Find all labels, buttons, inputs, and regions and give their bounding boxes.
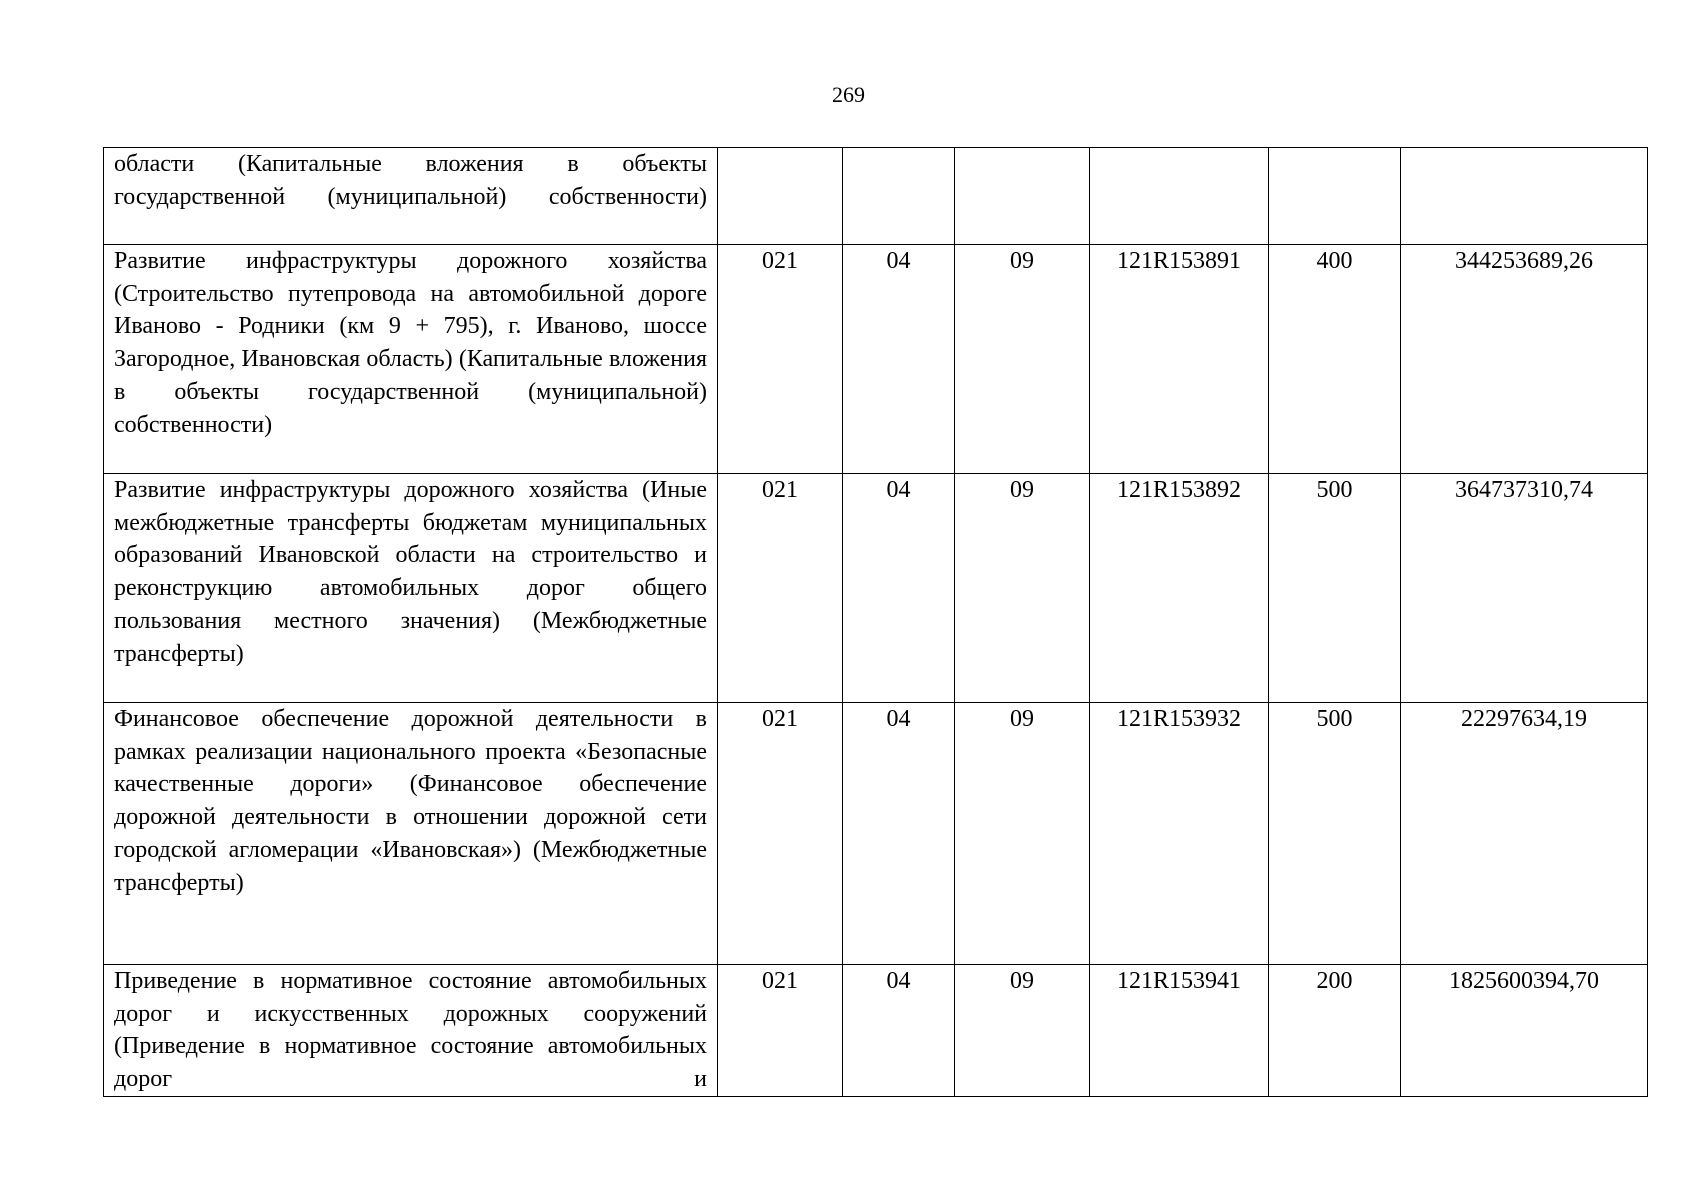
row-amount: 344253689,26 [1401, 245, 1648, 474]
page-number: 269 [832, 82, 865, 107]
row-subsection-code: 09 [955, 474, 1090, 703]
table-row [104, 474, 1648, 703]
table-row [104, 148, 1648, 245]
row-section-code: 04 [843, 245, 955, 474]
row-subsection-code: 09 [955, 245, 1090, 474]
row-amount [1401, 148, 1648, 245]
row-description: Финансовое обеспечение дорожной деятельности в рамках реализации национального проекта «Безопасные качественные дороги» (Финансовое обеспечение дорожной деятельности в отношении дорожной сети городской агломерации «Ивановская») (Межбюджетные трансферты) [104, 703, 718, 965]
row-subsection-code: 09 [955, 965, 1090, 1097]
row-description: Развитие инфраструктуры дорожного хозяйства (Строительство путепровода на автомобильной дороге Иваново - Родники (км 9 + 795), г. Иваново, шоссе Загородное, Ивановская область) (Капитальные вложения в объекты государственной (муниципальной) собственности) [104, 245, 718, 474]
table-row [104, 245, 1648, 474]
row-target-article: 121R153941 [1090, 965, 1269, 1097]
row-expense-type: 500 [1269, 474, 1401, 703]
row-subsection-code [955, 148, 1090, 245]
row-amount: 1825600394,70 [1401, 965, 1648, 1097]
row-expense-type: 500 [1269, 703, 1401, 965]
row-expense-type: 400 [1269, 245, 1401, 474]
row-ministry-code: 021 [718, 474, 843, 703]
row-ministry-code: 021 [718, 703, 843, 965]
row-expense-type: 200 [1269, 965, 1401, 1097]
row-ministry-code: 021 [718, 245, 843, 474]
row-amount: 364737310,74 [1401, 474, 1648, 703]
row-amount: 22297634,19 [1401, 703, 1648, 965]
row-target-article [1090, 148, 1269, 245]
row-description: области (Капитальные вложения в объекты государственной (муниципальной) собственности) [104, 148, 718, 245]
row-ministry-code: 021 [718, 965, 843, 1097]
row-description: Приведение в нормативное состояние автомобильных дорог и искусственных дорожных сооружений (Приведение в нормативное состояние автомобильных дорог и [104, 965, 718, 1097]
budget-table [103, 147, 1648, 1097]
row-target-article: 121R153891 [1090, 245, 1269, 474]
row-description: Развитие инфраструктуры дорожного хозяйства (Иные межбюджетные трансферты бюджетам муниципальных образований Ивановской области на строительство и реконструкцию автомобильных дорог общего пользования местного значения) (Межбюджетные трансферты) [104, 474, 718, 703]
table-row [104, 703, 1648, 965]
row-expense-type [1269, 148, 1401, 245]
table-row [104, 965, 1648, 1097]
row-section-code: 04 [843, 474, 955, 703]
row-section-code [843, 148, 955, 245]
row-subsection-code: 09 [955, 703, 1090, 965]
row-section-code: 04 [843, 703, 955, 965]
row-target-article: 121R153892 [1090, 474, 1269, 703]
row-target-article: 121R153932 [1090, 703, 1269, 965]
row-section-code: 04 [843, 965, 955, 1097]
row-ministry-code [718, 148, 843, 245]
